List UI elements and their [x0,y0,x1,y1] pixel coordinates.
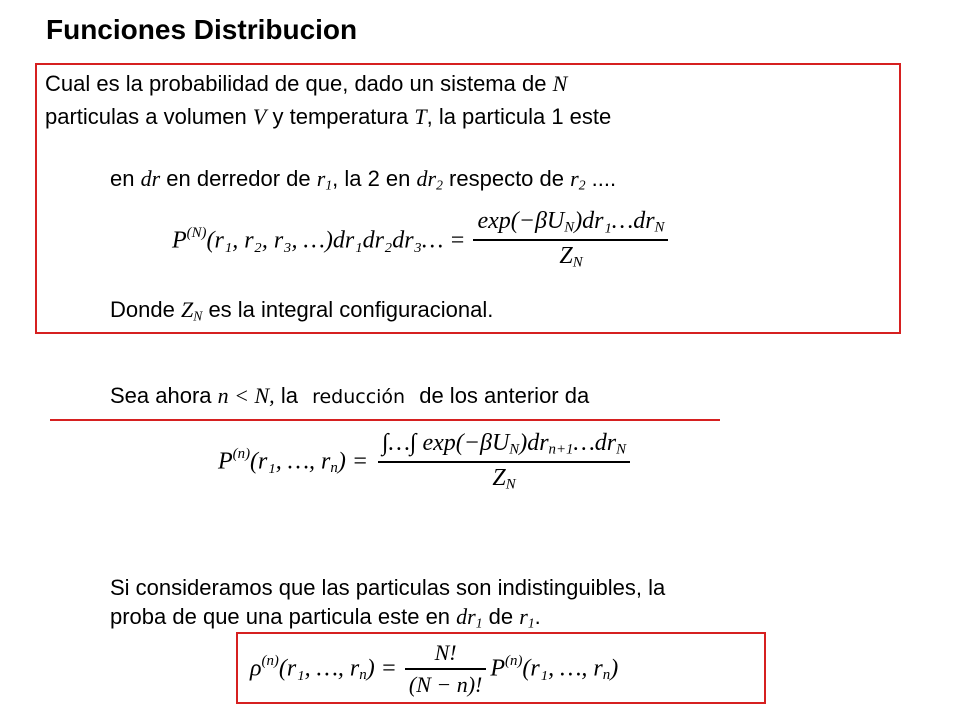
text-integral: es la integral configuracional. [208,297,494,322]
Z-letter: Z [180,297,194,322]
eq1-denominator [555,241,586,272]
text-sea-ahora: Sea ahora [110,383,212,408]
dr2-letter: dr [416,166,437,191]
text-la-2: , la 2 en [332,166,411,191]
eq2-num3: …dr [573,430,617,456]
eq2-num2sub: n+1 [548,441,574,458]
eq2-num2: )dr [519,430,549,456]
eq1-args: (r₁, r₂, r₃, …)dr₁dr₂dr₃… = [206,227,466,254]
eq3-den: (N − n)! [408,672,483,697]
Z-sub: N [193,308,203,324]
eq2-P: P [218,448,233,475]
eq2-densub: N [505,476,516,493]
eq2-argsub: n [330,460,338,477]
eq2-args: (r₁, …, r [250,448,331,475]
symbol-N: N [552,71,568,96]
eq1-num2sub: N [654,219,665,236]
intro-text: Cual es la probabilidad de que, dado un sistema de [45,71,547,96]
eq3-sup: (n) [261,653,279,670]
dr1-sub: 1 [475,615,483,631]
eq3-fraction [405,640,487,698]
eq3-rho: ρ [250,655,262,682]
symbol-dr: dr [140,166,161,191]
symbol-r2 [570,166,585,191]
reduction-line [110,382,589,411]
eq3-Pargsub: n [602,667,611,684]
text-period: . [534,604,541,629]
eq3-rhs [490,653,618,684]
intro-line-1 [45,70,567,98]
indistinguishable-line-1: Si consideramos que las particulas son indistinguibles, la [110,575,666,600]
eq3-num: N! [434,640,457,665]
intro-text-3: y temperatura [272,104,409,129]
eq1-sup: (N) [186,225,207,242]
eq2-numsub: N [509,441,520,458]
eq1-den: Z [559,242,573,269]
eq2-den: Z [492,464,506,491]
eq2-denominator [488,463,519,494]
symbol-dr1 [456,604,482,629]
eq3-P: P [490,655,506,682]
symbol-r1 [317,166,332,191]
red-underline [50,419,720,421]
text-de-los: de los anterior da [419,383,590,408]
eq2-lhs [218,446,368,477]
eq3-args: (r₁, …, r [278,655,360,682]
eq3-argend: ) = [366,655,397,682]
r1b-letter: r [519,604,528,629]
text-ellipsis: .... [591,166,617,191]
text-proba: proba de que una particula este en [110,604,451,629]
eq1-num: exp(−βU [477,208,565,234]
equation-3 [250,640,618,698]
eq3-argsub: n [359,667,367,684]
r1-sub: 1 [325,177,333,193]
eq1-numsub: N [564,219,575,236]
eq1-densub: N [572,254,583,271]
text-la: la [280,383,298,408]
text-respecto: respecto de [449,166,564,191]
eq2-num: ∫…∫ exp(−βU [382,430,510,456]
text-derredor: en derredor de [166,166,311,191]
eq1-fraction [473,208,668,271]
eq2-fraction [378,430,630,493]
symbol-T: T [414,104,427,129]
position-line [110,165,616,199]
text-donde: Donde [110,297,175,322]
symbol-V: V [252,104,267,129]
intro-text-4: , la particula 1 este [426,104,612,129]
donde-line [110,296,493,330]
eq2-argend: ) = [337,448,369,475]
eq3-Pargend: ) [610,655,619,682]
eq2-numerator [378,430,630,461]
r2-sub: 2 [578,177,586,193]
text-en: en [110,166,135,191]
text-de: de [488,604,514,629]
symbol-ZN [181,297,202,322]
r1b-sub: 1 [527,615,535,631]
eq2-num3sub: N [616,441,627,458]
eq2-sup: (n) [232,446,251,463]
indistinguishable-line-2 [110,603,541,637]
eq3-Pargs: (r₁, …, r [522,655,603,682]
symbol-dr2 [417,166,443,191]
r2-letter: r [570,166,579,191]
text-reduccion: reducción [312,386,406,408]
r1-letter: r [316,166,326,191]
dr1-letter: dr [456,604,476,629]
intro-text-2: particulas a volumen [45,104,247,129]
condition-n-less-N: n < N, [217,383,275,408]
slide-title: Funciones Distribucion [46,14,358,45]
equation-2 [218,430,630,493]
eq1-P: P [172,227,187,254]
symbol-r1b [519,604,534,629]
equation-1 [172,208,668,271]
eq1-lhs [172,225,465,254]
eq3-Psup: (n) [505,653,523,670]
intro-line-2 [45,103,611,131]
eq3-lhs [250,653,397,684]
eq1-num2: )dr₁…dr [574,208,655,234]
dr2-sub: 2 [436,177,443,193]
eq1-numerator [473,208,668,239]
